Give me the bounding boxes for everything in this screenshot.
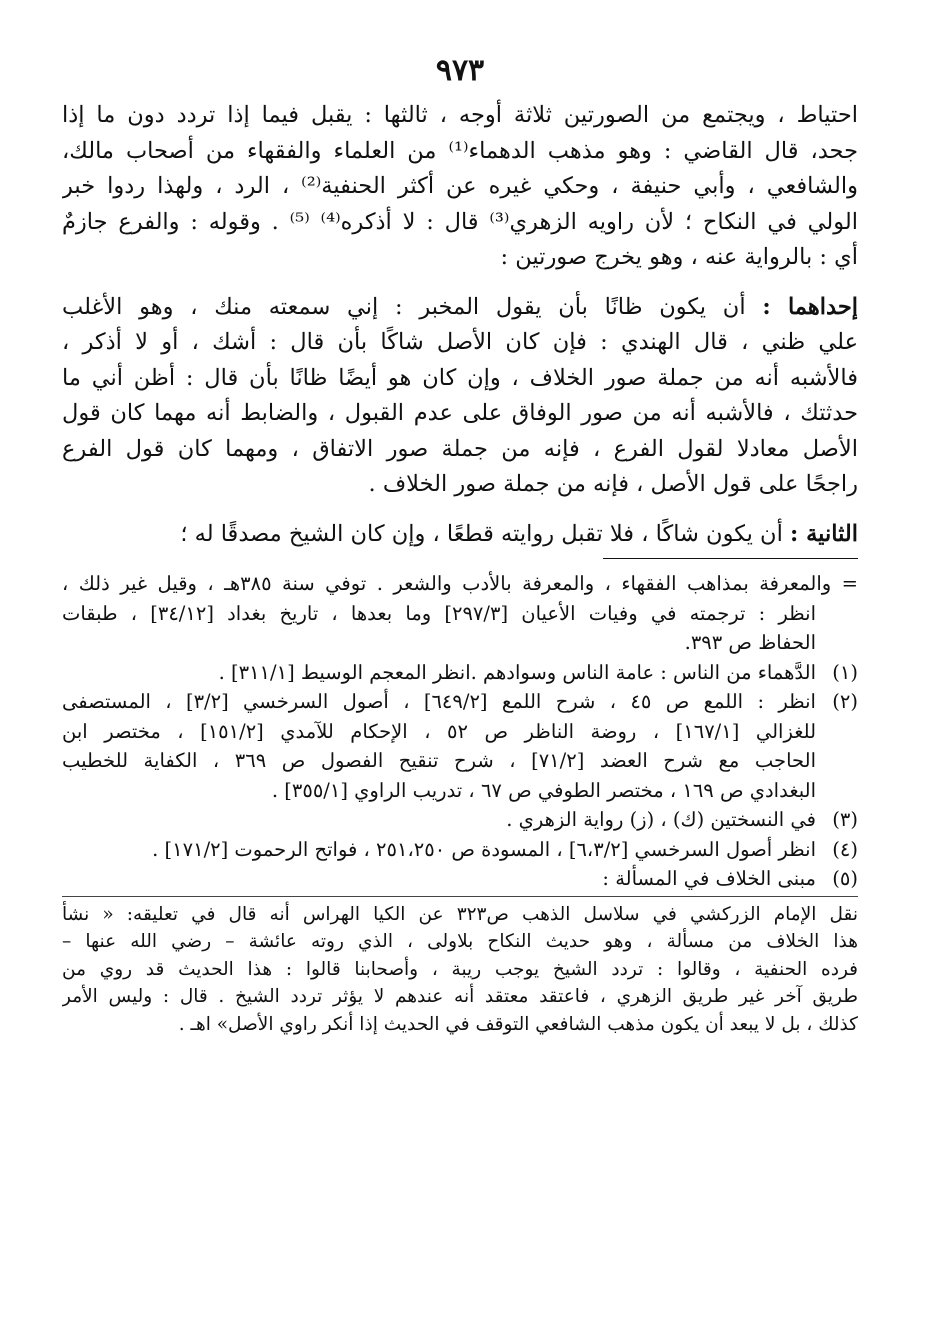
text-line: فالأشبه أنه من جملة صور الخلاف ، وإن كان هو أيضًا ظانًا بأن قال : أظن أني ما: [62, 364, 858, 391]
footnote-separator: [603, 558, 858, 559]
text-line: جحد، قال القاضي : وهو مذهب الدهماء⁽¹⁾ من العلماء والفقهاء من أصحاب مالك،: [62, 137, 858, 164]
footnote-1: (١)الدَّهماء من الناس : عامة الناس وسوادهم .انظر المعجم الوسيط [٣١١/١] .: [62, 658, 858, 688]
footnote-number: (٤): [832, 837, 858, 861]
text-line: إحداهما : أن يكون ظانًا بأن يقول المخبر : إني سمعته منك ، وهو الأغلب: [62, 293, 858, 320]
footnote-continuation-line: الحفاظ ص ٣٩٣.: [684, 631, 816, 654]
note-line: كذلك ، بل لا يبعد أن يكون مذهب الشافعي التوقف في الحديث إذا أنكر راوي الأصل» اهـ .: [178, 1013, 858, 1035]
footnote-2: (٢)انظر : اللمع ص ٤٥ ، شرح اللمع [٦٤٩/٢] ، أصول السرخسي [٣/٢] ، المستصفى: [62, 687, 858, 717]
footnote-continuation-line: انظر : ترجمته في وفيات الأعيان [٢٩٧/٣] وما بعدها ، تاريخ بغداد [٣٤/١٢] ، طبقات: [62, 601, 816, 625]
note-line: نقل الإمام الزركشي في سلاسل الذهب ص٣٢٣ عن الكيا الهراس أنه قال في تعليقه: « نشأ: [62, 903, 858, 925]
text-line: الثانية : أن يكون شاكًا ، فلا تقبل روايته قطعًا ، وإن كان الشيخ مصدقًا له ؛: [180, 520, 858, 547]
footnote-2-line: البغدادي ص ١٦٩ ، مختصر الطوفي ص ٦٧ ، تدريب الراوي [٣٥٥/١] .: [271, 778, 816, 802]
footnote-number: (٣): [832, 808, 858, 831]
note-line: هذا الخلاف من مسألة ، وهو حديث النكاح بلاولى ، الذي روته عائشة – رضي الله عنها –: [62, 931, 858, 952]
text-line: راجحًا على قول الأصل ، فإنه من جملة صور الخلاف .: [368, 471, 858, 497]
footnote-5-note: [62, 896, 858, 1039]
text-line: علي ظني ، قال الهندي : فإن كان الأصل شاكًا بأن قال : أشك ، أو لا أذكر ،: [62, 329, 858, 355]
footnote-number: (١): [832, 660, 858, 684]
footnote-2-line: للغزالي [١٦٧/١] ، روضة الناظر ص ٥٢ ، الإحكام للآمدي [١٥١/٢] ، مختصر ابن: [62, 719, 817, 743]
section-lead-second: الثانية :: [789, 520, 858, 547]
text-line: الأصل معادلا لقول الفرع ، فإنه من جملة صور الاتفاق ، ومهما كان قول الفرع: [62, 435, 858, 462]
footnote-number: (٢): [832, 690, 858, 713]
note-line: فرده الحنفية ، وقالوا : تردد الشيخ يوجب ريبة ، وأصحابنا قالوا : هذا الحديث قد روي من: [62, 958, 858, 980]
note-line: طريق آخر غير طريق الزهري ، فاعتقد معتقد أنه عندهم لا يؤثر تردد الشيخ . قال : وليس الأمر: [62, 986, 858, 1007]
page-number: ٩٧٣: [435, 53, 485, 88]
footnote-3: (٣)في النسختين (ك) ، (ز) رواية الزهري .: [62, 805, 858, 835]
footnote-4: (٤)انظر أصول السرخسي [٦،٣/٢] ، المسودة ص ٢٥١،٢٥٠ ، فواتح الرحموت [١٧١/٢] .: [62, 835, 858, 865]
footnote-5: (٥)مبنى الخلاف في المسألة :: [62, 864, 858, 894]
text-line: حدثتك ، فالأشبه أنه من صور الوفاق على عدم القبول ، والضابط أنه مهما كان قول: [62, 400, 858, 426]
footnote-continuation-line: = والمعرفة بمذاهب الفقهاء ، والمعرفة بالأدب والشعر . توفي سنة ٣٨٥هـ ، وقيل غير ذلك ،: [62, 572, 858, 595]
text-line: والشافعي ، وأبي حنيفة ، وحكي غيره عن أكثر الحنفية⁽²⁾ ، الرد ، ولهذا ردوا خبر: [62, 173, 858, 199]
section-lead-first: إحداهما :: [762, 293, 858, 320]
text-line: أي : بالرواية عنه ، وهو يخرج صورتين :: [500, 244, 858, 270]
footnote-2-line: الحاجب مع شرح العضد [٧١/٢] ، شرح تنقيح الفصول ص ٣٦٩ ، الكفاية للخطيب: [62, 749, 816, 772]
main-text: [62, 98, 858, 552]
text-line: الولي في النكاح ؛ لأن راويه الزهري⁽³⁾ قال : لا أذكره⁽⁴⁾ ⁽⁵⁾ . وقوله : والفرع جازمٌ: [62, 208, 858, 235]
footnotes: [62, 569, 858, 1038]
footnote-number: (٥): [832, 867, 858, 890]
text-line: احتياط ، ويجتمع من الصورتين ثلاثة أوجه ، ثالثها : يقبل فيما إذا تردد دون ما إذا: [62, 102, 858, 128]
